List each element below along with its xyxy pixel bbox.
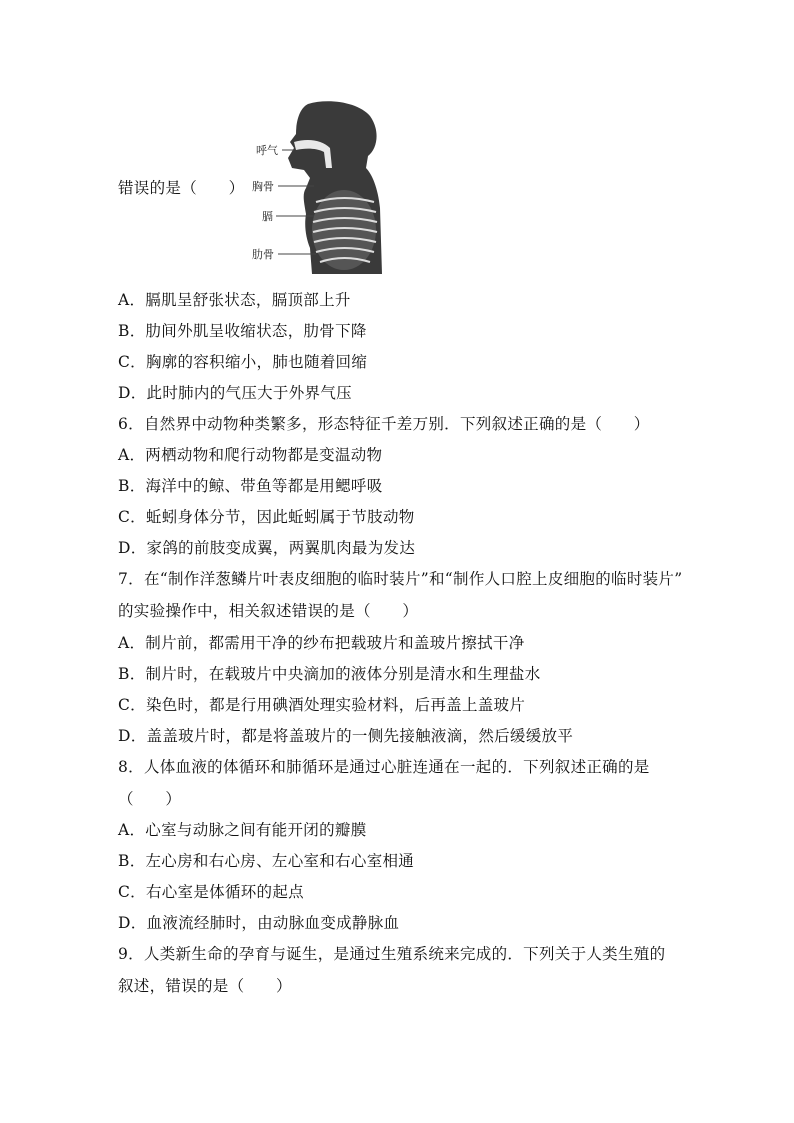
q5-option-d: D．此时肺内的气压大于外界气压 (118, 384, 352, 402)
q9-stem-line2: 叙述，错误的是（ ） (118, 977, 292, 995)
q8-stem-line1: 8．人体血液的体循环和肺循环是通过心脏连通在一起的．下列叙述正确的是 (118, 758, 650, 776)
q5-option-a: A．膈肌呈舒张状态，膈顶部上升 (118, 291, 351, 309)
q7-stem-line1: 7．在“制作洋葱鳞片叶表皮细胞的临时装片”和“制作人口腔上皮细胞的临时装片” (118, 570, 683, 588)
q8-option-a: A．心室与动脉之间有能开闭的瓣膜 (118, 821, 367, 839)
q7-stem-line2: 的实验操作中，相关叙述错误的是（ ） (118, 602, 419, 620)
breathing-diagram (248, 98, 384, 274)
q8-option-d: D．血液流经肺时，由动脉血变成静脉血 (118, 914, 400, 932)
q8-option-b: B．左心房和右心房、左心室和右心室相通 (118, 852, 415, 870)
q8-option-c: C．右心室是体循环的起点 (118, 883, 304, 901)
q6-stem: 6．自然界中动物种类繁多，形态特征千差万别．下列叙述正确的是（ ） (118, 415, 650, 433)
q5-option-b: B．肋间外肌呈收缩状态，肋骨下降 (118, 322, 367, 340)
q7-option-a: A．制片前，都需用干净的纱布把载玻片和盖玻片擦拭干净 (118, 634, 525, 652)
q8-stem-line2: （ ） (118, 790, 182, 808)
q6-option-a: A．两栖动物和爬行动物都是变温动物 (118, 446, 383, 464)
label-rib: 肋骨 (252, 248, 274, 261)
label-diaphragm: 膈 (262, 210, 273, 223)
q5-option-c: C．胸廓的容积缩小，肺也随着回缩 (118, 353, 368, 371)
q7-option-d: D．盖盖玻片时，都是将盖玻片的一侧先接触液滴，然后缓缓放平 (118, 727, 574, 745)
q6-option-d: D．家鸽的前肢变成翼，两翼肌肉最为发达 (118, 539, 416, 557)
q7-option-c: C．染色时，都是行用碘酒处理实验材料，后再盖上盖玻片 (118, 696, 526, 714)
q5-stem-tail: 错误的是（ ） (118, 179, 245, 197)
q6-option-c: C．蚯蚓身体分节，因此蚯蚓属于节肢动物 (118, 508, 415, 526)
q7-option-b: B．制片时，在载玻片中央滴加的液体分别是清水和生理盐水 (118, 665, 541, 683)
q9-stem-line1: 9．人类新生命的孕育与诞生，是通过生殖系统来完成的．下列关于人类生殖的 (118, 945, 666, 963)
label-sternum: 胸骨 (252, 180, 274, 193)
label-exhale: 呼气 (256, 144, 278, 157)
q6-option-b: B．海洋中的鲸、带鱼等都是用鳃呼吸 (118, 477, 383, 495)
